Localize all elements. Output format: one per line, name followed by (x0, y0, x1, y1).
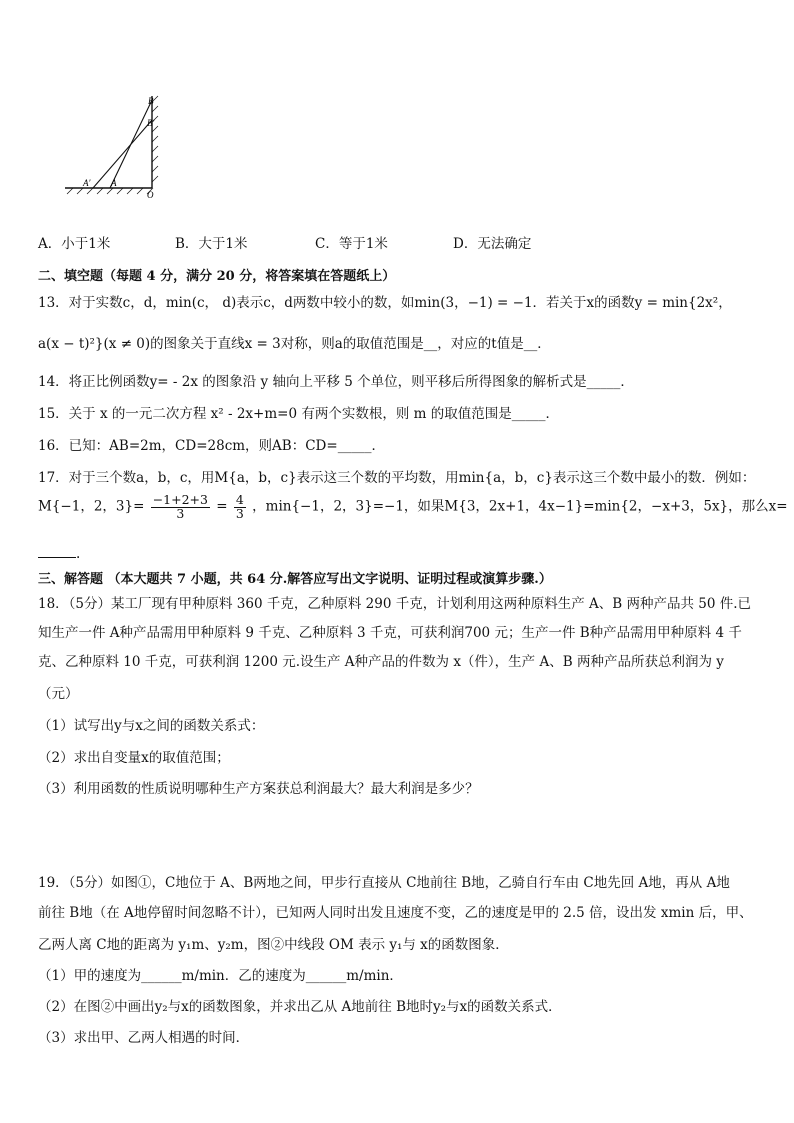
q17-line2 (38, 494, 788, 520)
q17-line3: . (38, 545, 80, 562)
q18-line4: （元） (38, 686, 79, 702)
answer-blank[interactable] (38, 545, 76, 558)
q17-frac2 (234, 494, 246, 520)
section2-title: 二、填空题（每题 4 分，满分 20 分，将答案填在答题纸上） (38, 269, 396, 284)
q17-prefix: M{−1，2，3}= (38, 498, 145, 515)
q17-frac1-num: −1+2+3 (152, 492, 208, 507)
q19-sub3: （3）求出甲、乙两人相遇的时间． (38, 1030, 250, 1046)
q18-sub3: （3）利用函数的性质说明哪种生产方案获总利润最大？最大利润是多少？ (38, 781, 479, 797)
label-o: O (147, 190, 154, 200)
q19-line3: 乙两人离 C地的距离为 y₁m、y₂m，图②中线段 OM 表示 y₁与 x的函数图象． (38, 937, 509, 953)
q17-frac1 (151, 494, 210, 520)
wall-hatch (152, 96, 158, 182)
q18-line2: 知生产一件 A种产品需用甲种原料 9 千克、乙种原料 3 千克，可获利润700 元；生产一件 B种产品需用甲种原料 4 千 (38, 625, 742, 641)
q18-sub1: （1）试写出y与x之间的函数关系式： (38, 718, 265, 734)
q19-line2: 前往 B地（在 A地停留时间忽略不计），已知两人同时出发且速度不变，乙的速度是甲的 2.5 倍，设出发 xmin 后，甲、 (38, 905, 753, 921)
option-c[interactable]: C．等于1米 (315, 236, 388, 252)
label-a: A (111, 178, 117, 188)
label-a-prime: A′ (83, 178, 91, 188)
q18-sub2: （2）求出自变量x的取值范围； (38, 750, 230, 766)
q17-line1: 17．对于三个数a，b，c，用M{a，b，c}表示这三个数的平均数，用min{a，b，c}表示这三个数中最小的数．例如： (38, 470, 756, 486)
label-b: B (148, 96, 154, 106)
ladder-figure (55, 88, 185, 208)
section3-title: 三、解答题 （本大题共 7 小题，共 64 分.解答应写出文字说明、证明过程或演算步骤.） (38, 572, 552, 587)
q13-line1: 13．对于实数c，d，min(c， d)表示c，d两数中较小的数，如min(3，−1) = −1．若关于x的函数y = min{2x²， (38, 295, 732, 311)
q19-sub1: （1）甲的速度为______m/min．乙的速度为______m/min． (38, 968, 403, 984)
option-a[interactable]: A．小于1米 (38, 236, 111, 252)
q15: 15．关于 x 的一元二次方程 x² - 2x+m=0 有两个实数根，则 m 的取值范围是_____． (38, 406, 559, 422)
q17-suffix: ，min{−1，2，3}=−1，如果M{3，2x+1，4x−1}=min{2，−x+3，5x}，那么x= (252, 498, 788, 515)
q17-eq: = (216, 498, 228, 515)
ground-hatch (67, 188, 153, 194)
label-b-prime: B′ (147, 118, 155, 128)
q17-frac2-den: 3 (235, 505, 244, 521)
q16: 16．已知：AB=2m，CD=28cm，则AB：CD=_____． (38, 438, 385, 454)
q13-line2: a(x − t)²}(x ≠ 0)的图象关于直线x = 3对称，则a的取值范围是__，对应的t值是__． (38, 336, 551, 352)
q19-line1: 19．（5分）如图①，C地位于 A、B两地之间，甲步行直接从 C地前往 B地，乙骑自行车由 C地先回 A地，再从 A地 (38, 875, 730, 891)
q17-frac1-den: 3 (176, 505, 185, 521)
q18-line3: 克、乙种原料 10 千克，可获利润 1200 元.设生产 A种产品的件数为 x（件），生产 A、B 两种产品所获总利润为 y (38, 654, 724, 670)
option-b[interactable]: B．大于1米 (175, 236, 248, 252)
ladder-ab-prime (93, 120, 152, 188)
q19-sub2: （2）在图②中画出y₂与x的函数图象，并求出乙从 A地前往 B地时y₂与x的函数关系式． (38, 999, 562, 1015)
option-d[interactable]: D．无法确定 (453, 236, 532, 252)
q18-line1: 18．（5分）某工厂现有甲种原料 360 千克，乙种原料 290 千克，计划利用这两种原料生产 A、B 两种产品共 50 件.已 (38, 596, 752, 612)
q14: 14．将正比例函数y= - 2x 的图象沿 y 轴向上平移 5 个单位，则平移后所得图象的解析式是_____． (38, 374, 634, 390)
q17-frac2-num: 4 (235, 492, 244, 507)
